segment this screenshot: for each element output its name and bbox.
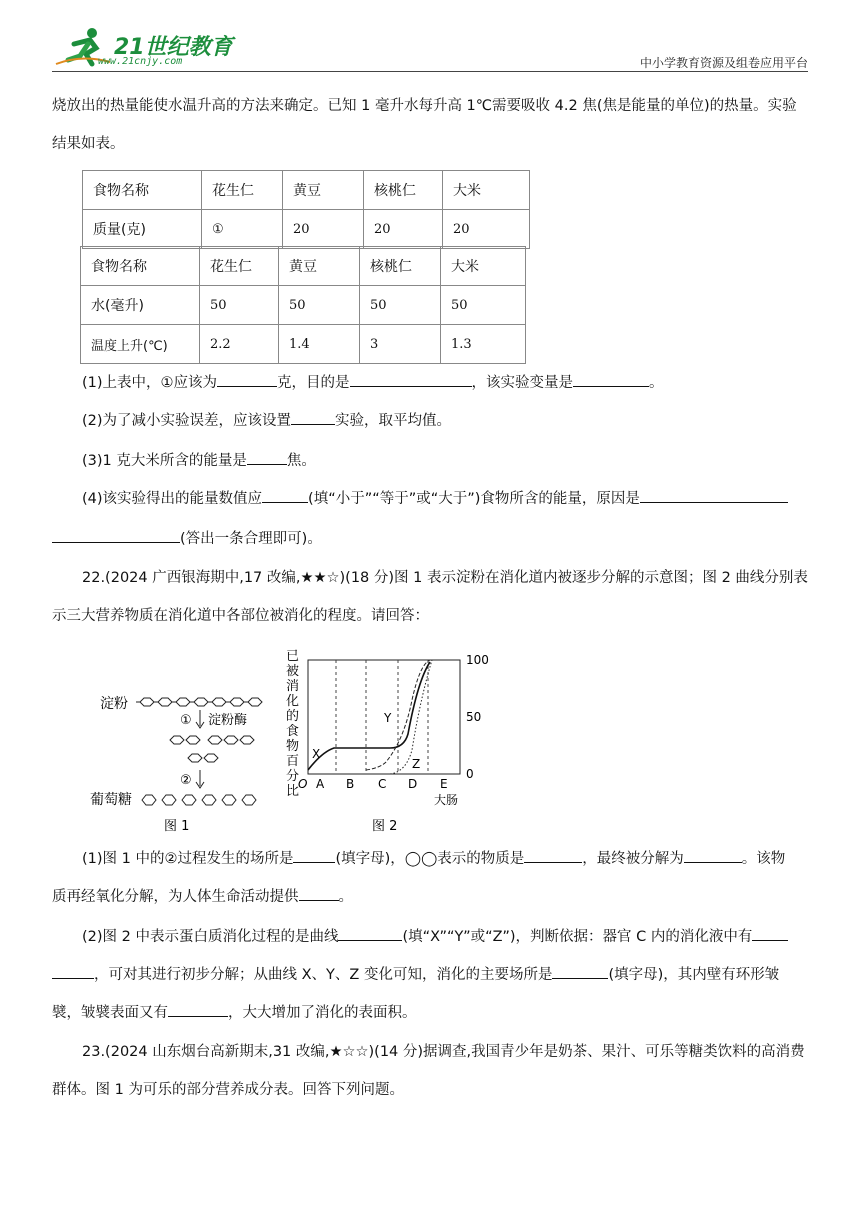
large-intestine-label: 大肠 [434,793,459,807]
table-row [83,171,530,210]
answer-blank[interactable] [247,450,287,465]
q21-part2 [82,410,808,431]
x-tick-d: D [408,777,418,791]
y-label-char: 物 [286,739,300,754]
site-logo [52,24,252,70]
q21-part3-text: (3)1 克大米所含的能量是 [82,453,247,469]
platform-name: 中小学教育资源及组卷应用平台 [639,56,808,70]
q22-part2-cont [52,964,808,985]
q22-part1-text: (1)图 1 中的②过程发生的场所是 [82,851,294,867]
q22-part2-text: (2)图 2 中表示蛋白质消化过程的是曲线 [82,929,339,945]
figure-1-caption: 图 1 [164,819,190,834]
q22-part1-text: ，最终被分解为 [582,851,684,867]
answer-blank[interactable] [293,848,335,863]
table-cell: 50 [200,286,279,325]
table-cell: 2.2 [200,325,279,364]
y-label-char: 百 [286,754,300,769]
q22-part2-text: ，可对其进行初步分解；从曲线 X、Y、Z 变化可知，消化的主要场所是 [94,967,553,983]
q21-part1-text: 克，目的是 [277,375,350,391]
down-arrow-icon [196,710,204,728]
figure-1-starch-breakdown [90,695,262,834]
logo-text: 21世纪教育 [114,35,233,60]
q21-part4-cont [52,528,808,549]
q22-part1-text: 质再经氧化分解，为人体生命活动提供 [52,889,299,905]
answer-blank[interactable] [640,488,788,503]
curve-y-label: Y [384,711,392,725]
table-cell: 黄豆 [283,171,364,210]
answer-blank[interactable] [52,528,180,543]
y-tick-0: 0 [466,767,474,781]
figure-2-caption: 图 2 [372,819,398,834]
y-label-char: 分 [286,769,300,784]
y-label-char: 食 [286,724,300,739]
q21-part2-text: (2)为了减小实验误差，应该设置 [82,413,292,429]
table-cell: 50 [279,286,360,325]
q21-part2-text: 实验，取平均值。 [335,413,452,429]
table-cell: 50 [441,286,526,325]
curve-x-label: X [312,747,321,761]
q22-part2 [82,926,808,947]
q22-part1-text: 。 [338,889,353,905]
table-row [81,247,526,286]
starch-chain [136,698,262,706]
y-tick-50: 50 [466,710,482,724]
y-label-char: 的 [286,709,300,724]
x-tick-a: A [316,777,325,791]
q23-heading-cont: 群体。图 1 为可乐的部分营养成分表。回答下列问题。 [52,1082,404,1098]
q21-part3-text: 焦。 [286,453,316,469]
curve-x [308,662,430,770]
maltose-pairs [170,736,254,762]
table-cell: 大米 [443,171,530,210]
intro-line-2: 结果如表。 [52,136,125,152]
q21-part4-text: (4)该实验得出的能量数值应 [82,491,263,507]
q21-part4-text: (答出一条合理即可)。 [180,531,322,547]
step-1-marker: ① [180,713,192,728]
table-cell: 20 [443,210,530,249]
table-row [81,325,526,364]
x-tick-b: B [346,777,355,791]
glucose-label: 葡萄糖 [90,792,132,808]
q22-part2-text: ，大大增加了消化的表面积。 [228,1005,417,1021]
table-cell: 花生仁 [202,171,283,210]
temperature-table [80,246,526,364]
q22-heading: 22.(2024 广西银海期中,17 改编,★★☆)(18 分)图 1 表示淀粉在消化道内被逐步分解的示意图；图 2 曲线分别表 [82,570,808,586]
page-header [52,24,808,72]
answer-blank[interactable] [217,372,277,387]
q22-part1-text: (填字母)，◯◯表示的物质是 [335,851,525,867]
q21-part3 [82,450,808,471]
mass-table [82,170,530,249]
down-arrow-icon [196,770,204,788]
y-label-char: 已 [286,649,300,664]
q22-part2-text: (填“X”“Y”或“Z”)，判断依据：器官 C 内的消化液中有 [402,929,753,945]
q21-part4-text: (填“小于”“等于”或“大于”)食物所含的能量，原因是 [308,491,640,507]
table-cell: 1.4 [279,325,360,364]
table-cell: 3 [360,325,441,364]
answer-blank[interactable] [573,372,649,387]
answer-blank[interactable] [350,372,472,387]
q22-part2-cont2 [52,1002,808,1023]
header-divider [52,71,808,72]
step-2-marker: ② [180,773,192,788]
q21-part1-text: ，该实验变量是 [471,375,574,391]
answer-blank[interactable] [291,410,335,425]
logo-url: www.21cnjy.com [98,56,183,67]
table-cell: 温度上升(℃) [81,325,200,364]
q21-part4 [82,488,808,509]
answer-blank[interactable] [262,488,308,503]
table-cell: 花生仁 [200,247,279,286]
answer-blank[interactable] [552,964,608,979]
q21-part1 [82,372,808,393]
table-cell: ① [202,210,283,249]
table-cell: 食物名称 [83,171,202,210]
answer-blank[interactable] [684,848,742,863]
y-tick-100: 100 [466,653,489,667]
table-cell: 水(毫升) [81,286,200,325]
starch-label: 淀粉 [100,696,128,712]
answer-blank[interactable] [752,926,788,941]
curve-z-label: Z [412,757,421,771]
x-tick-c: C [378,777,387,791]
q21-part1-text: 。 [649,375,664,391]
q22-part1-cont [52,886,808,907]
x-tick-e: E [440,777,448,791]
answer-blank[interactable] [524,848,582,863]
table-cell: 50 [360,286,441,325]
table-cell: 大米 [441,247,526,286]
table-cell: 黄豆 [279,247,360,286]
answer-blank[interactable] [52,964,94,979]
y-label-char: 被 [286,664,300,679]
q23-heading: 23.(2024 山东烟台高新期末,31 改编,★☆☆)(14 分)据调查,我国青少年是奶茶、果汁、可乐等糖类饮料的高消费 [82,1044,805,1060]
table-cell: 20 [364,210,443,249]
q22-part1-text: 。该物 [741,851,786,867]
y-label-char: 比 [286,784,300,799]
table-cell: 1.3 [441,325,526,364]
q22-part2-text: (填字母)，其内壁有环形皱 [608,967,780,983]
y-label-char: 化 [286,694,300,709]
answer-blank[interactable] [168,1002,228,1017]
figure-2-digestion-curves [286,649,489,834]
table-cell: 20 [283,210,364,249]
digestion-figures [90,640,520,840]
q21-part1-text: (1)上表中，①应该为 [82,375,218,391]
table-row [81,286,526,325]
table-cell: 食物名称 [81,247,200,286]
table-cell: 质量(克) [83,210,202,249]
answer-blank[interactable] [338,926,402,941]
origin-label: O [298,777,308,791]
enzyme-label: 淀粉酶 [208,713,248,728]
glucose-units [142,795,256,805]
answer-blank[interactable] [299,886,339,901]
table-cell: 核桃仁 [360,247,441,286]
q22-part2-text: 襞，皱襞表面又有 [52,1005,168,1021]
table-cell: 核桃仁 [364,171,443,210]
table-row [83,210,530,249]
intro-line-1: 烧放出的热量能使水温升高的方法来确定。已知 1 毫升水每升高 1℃需要吸收 4.2 焦(焦是能量的单位)的热量。实验 [52,98,797,114]
q22-part1 [82,848,808,869]
y-label-char: 消 [286,679,300,694]
q22-heading-cont: 示三大营养物质在消化道中各部位被消化的程度。请回答： [52,608,429,624]
